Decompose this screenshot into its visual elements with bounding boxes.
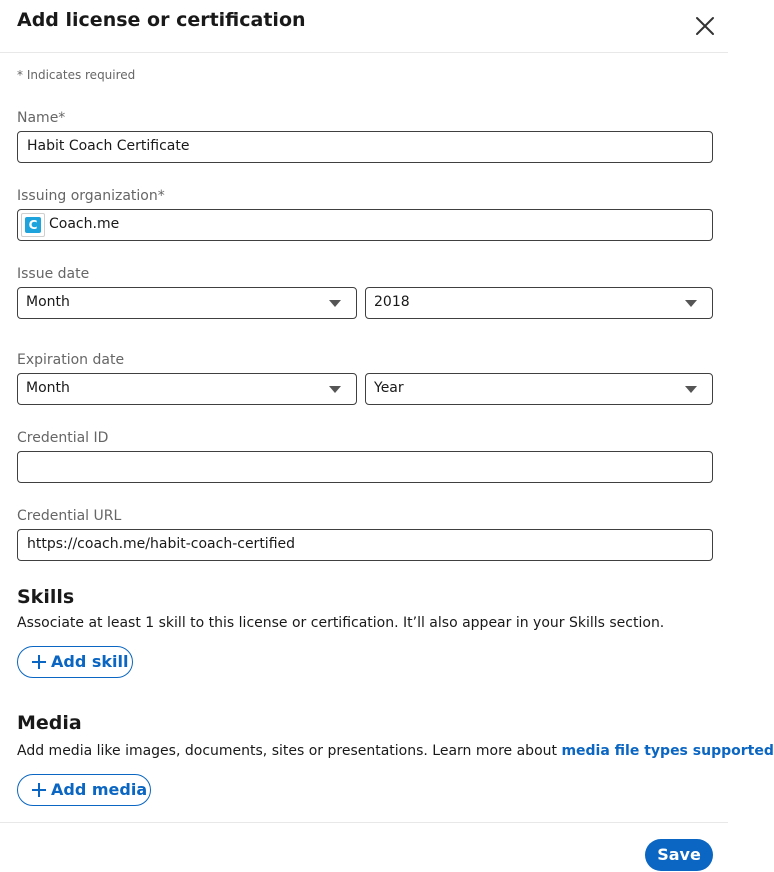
chevron-down-icon (329, 386, 341, 393)
issue-year-value: 2018 (374, 294, 410, 310)
issuing-org-label: Issuing organization* (17, 188, 165, 204)
issuing-org-input[interactable] (17, 209, 713, 241)
expiration-month-select[interactable] (17, 373, 357, 405)
media-heading: Media (17, 712, 82, 734)
plus-icon (32, 783, 46, 797)
media-description (17, 743, 774, 759)
name-label: Name* (17, 110, 66, 126)
save-button[interactable]: Save (645, 839, 713, 871)
chevron-down-icon (685, 300, 697, 307)
credential-id-input[interactable] (17, 451, 713, 483)
skills-description: Associate at least 1 skill to this license or certification. It’ll also appear in your Skills section. (17, 615, 665, 631)
close-icon[interactable] (692, 13, 718, 39)
issue-date-label: Issue date (17, 266, 90, 282)
plus-icon (32, 655, 46, 669)
chevron-down-icon (685, 386, 697, 393)
issue-month-select[interactable] (17, 287, 357, 319)
expiration-date-label: Expiration date (17, 352, 125, 368)
media-file-types-link[interactable]: media file types supported (561, 743, 774, 759)
dialog-footer (0, 822, 728, 872)
credential-url-label: Credential URL (17, 508, 122, 524)
issue-month-value: Month (26, 294, 70, 310)
org-logo-letter: C (25, 217, 41, 233)
chevron-down-icon (329, 300, 341, 307)
expiration-year-select[interactable] (365, 373, 713, 405)
dialog-title: Add license or certification (17, 9, 306, 31)
add-media-label: Add media (51, 780, 148, 799)
credential-url-value: https://coach.me/habit-coach-certified (27, 536, 296, 552)
issue-year-select[interactable] (365, 287, 713, 319)
org-logo-icon (21, 213, 45, 237)
issuing-org-value: Coach.me (49, 216, 120, 232)
name-input[interactable] (17, 131, 713, 163)
credential-url-input[interactable] (17, 529, 713, 561)
media-description-text: Add media like images, documents, sites or presentations. Learn more about (17, 743, 562, 759)
skills-heading: Skills (17, 586, 75, 608)
credential-id-label: Credential ID (17, 430, 109, 446)
expiration-year-value: Year (374, 380, 404, 396)
expiration-month-value: Month (26, 380, 70, 396)
add-skill-label: Add skill (51, 652, 129, 671)
dialog-header (0, 0, 728, 53)
name-value: Habit Coach Certificate (27, 138, 190, 154)
add-media-button[interactable] (17, 774, 151, 806)
required-note: * Indicates required (17, 68, 136, 82)
add-skill-button[interactable] (17, 646, 133, 678)
